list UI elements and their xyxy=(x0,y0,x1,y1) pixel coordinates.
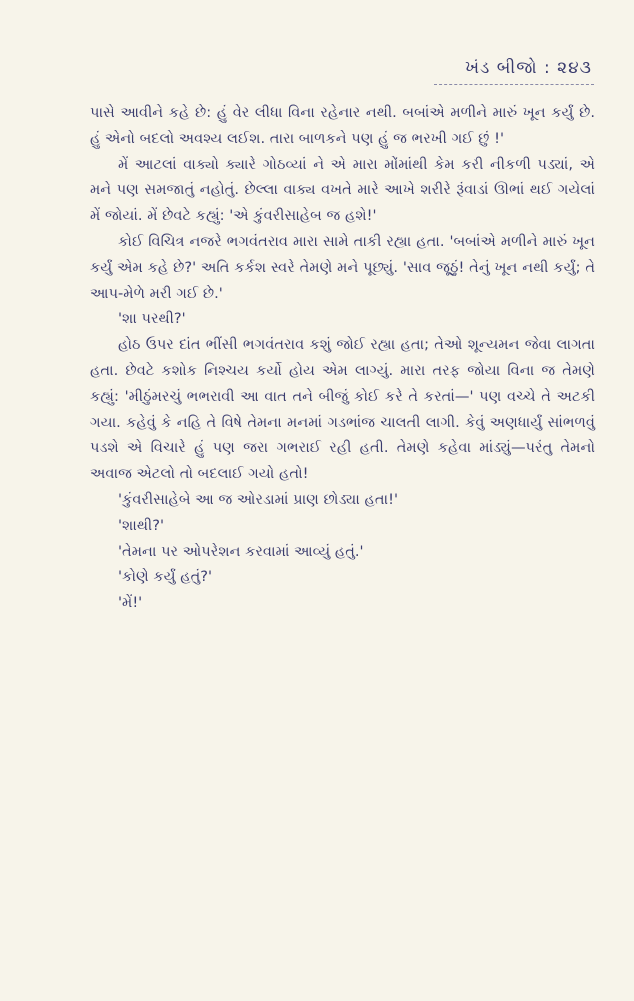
paragraph: પાસે આવીને કહે છે: હું વેર લીધા વિના રહેનાર નથી. બબાંએ મળીને મારું ખૂન કર્યું છે. હું એનો બદલો અવશ્ય લઈશ. તારા બાળકને પણ હું જ ભરખી ગઈ છું !' xyxy=(90,104,595,147)
dialogue-line: 'તેમના પર ઓપરેશન કરવામાં આવ્યું હતું.' xyxy=(118,542,364,560)
header-rule xyxy=(434,84,594,85)
paragraph: હોઠ ઉપર દાંત ભીંસી ભગવંતરાવ કશું જોઈ રહ્યા હતા; તેઓ શૂન્યમન જેવા લાગતા હતા. છેવટે કશોક નિશ્ચય કર્યો હોય એમ લાગ્યું. મારા તરફ જોયા વિના જ તેમણે કહ્યું: 'મીઠુંમરચું ભભરાવી આ વાત તને બીજું કોઈ કરે તે કરતાં—' પણ વચ્ચે તે અટકી ગયા. કહેવું કે નહિ તે વિષે તેમના મનમાં ગડભાંજ ચાલતી લાગી. કેવું અણધાર્યું સાંભળવું પડશે એ વિચારે હું પણ જરા ગભરાઈ રહી હતી. તેમણે કહેવા માંડ્યું—પરંતુ તેમનો અવાજ એટલો તો બદલાઈ ગયો હતો! xyxy=(90,336,595,483)
dialogue-line: 'કોણે કર્યું હતું?' xyxy=(118,568,213,586)
dialogue-line: 'શા પરથી?' xyxy=(118,310,186,328)
dialogue-line: 'મેં!' xyxy=(118,594,143,612)
dialogue-line: 'કુંવરીસાહેબે આ જ ઓરડામાં પ્રાણ છોડ્યા હતા!' xyxy=(118,490,398,508)
running-header: ખંડ બીજો : ૨૪૩ xyxy=(465,58,592,78)
dialogue-line: 'શાથી?' xyxy=(118,516,164,534)
paragraph: મેં આટલાં વાક્યો ક્યારે ગોઠવ્યાં ને એ મારા મોંમાંથી કેમ કરી નીકળી પડ્યાં, એ મને પણ સમજાતું નહોતું. છેલ્લા વાક્ય વખતે મારે આખે શરીરે રૂંવાડાં ઊભાં થઈ ગયેલાં મેં જોયાં. મેં છેવટે કહ્યું: 'એ કુંવરીસાહેબ જ હશે!' xyxy=(90,155,595,225)
body-text xyxy=(90,100,595,616)
paragraph: કોઈ વિચિત્ર નજરે ભગવંતરાવ મારા સામે તાકી રહ્યા હતા. 'બબાંએ મળીને મારું ખૂન કર્યું એમ કહે છે?' અતિ કર્કશ સ્વરે તેમણે મને પૂછ્યું. 'સાવ જૂઠું! તેનું ખૂન નથી કર્યું; તે આપ-મેળે મરી ગઈ છે.' xyxy=(90,232,595,302)
